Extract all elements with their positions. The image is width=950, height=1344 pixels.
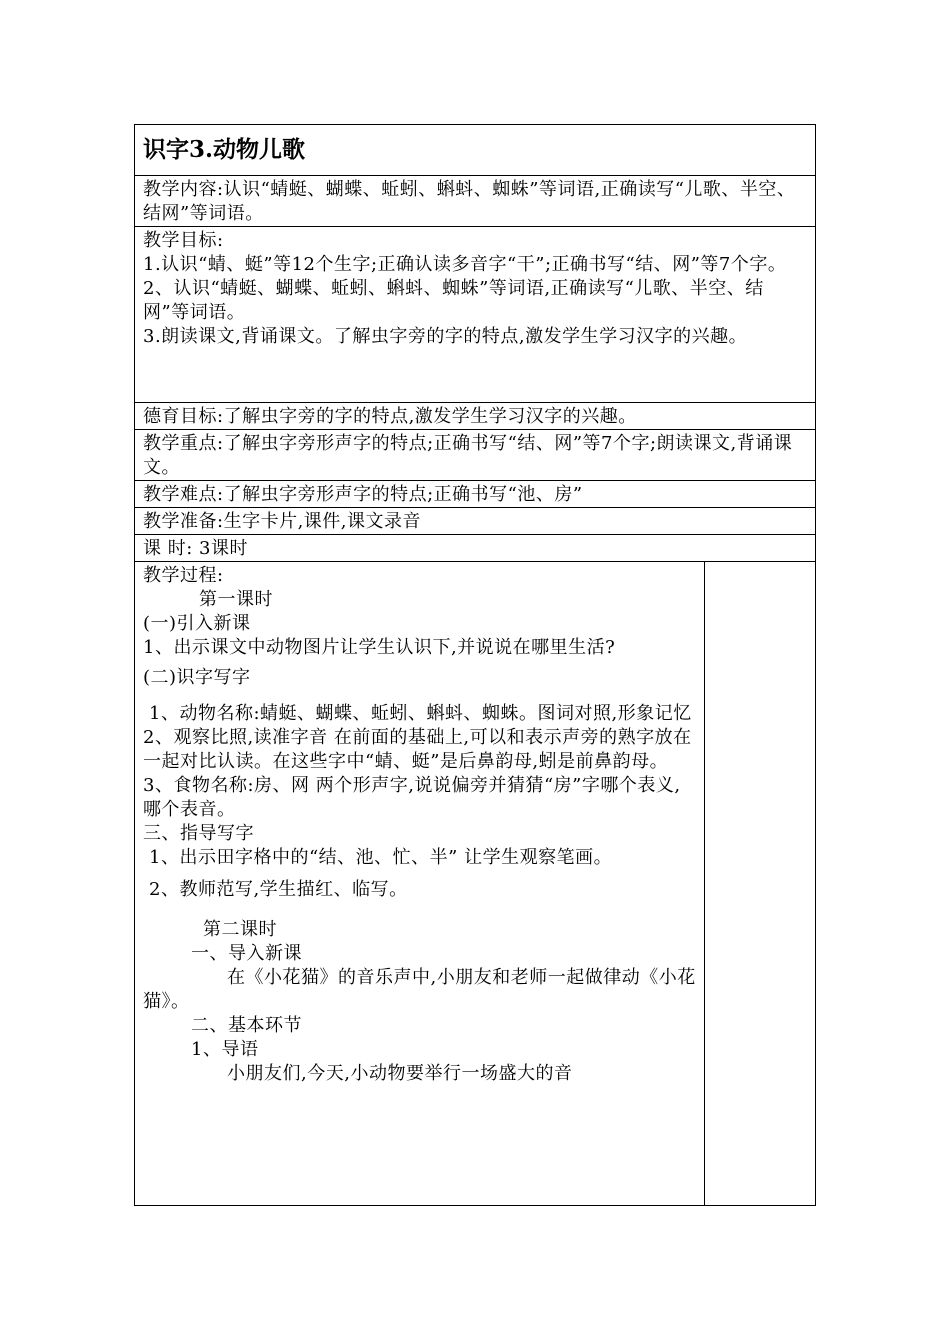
teaching-goals <box>135 227 815 403</box>
process-step: 1、出示课文中动物图片让学生认识下,并说说在哪里生活? <box>143 637 616 658</box>
process-step: 3、食物名称:房、网 两个形声字,说说偏旁并猜猜“房”字哪个表义,哪个表音。 <box>143 775 681 820</box>
class-hours: 课 时: 3课时 <box>135 535 815 562</box>
teaching-preparation: 教学准备:生字卡片,课件,课文录音 <box>135 508 815 535</box>
teaching-content: 教学内容:认识“蜻蜓、蝴蝶、蚯蚓、蝌蚪、蜘蛛”等词语,正确读写“儿歌、半空、结网”等词语。 <box>135 176 815 227</box>
section-heading: (二)识字写字 <box>143 667 251 688</box>
process-step: 1、动物名称:蜻蜓、蝴蝶、蚯蚓、蝌蚪、蜘蛛。图词对照,形象记忆 <box>149 703 692 724</box>
section-heading: 一、导入新课 <box>191 943 302 964</box>
notes-column <box>705 562 815 1205</box>
section-heading: (一)引入新课 <box>143 613 251 634</box>
process-step: 1、导语 <box>191 1039 259 1060</box>
key-points: 教学重点:了解虫字旁形声字的特点;正确书写“结、网”等7个字;朗读课文,背诵课文。 <box>135 430 815 481</box>
process-step: 小朋友们,今天,小动物要举行一场盛大的音 <box>227 1063 573 1084</box>
difficult-points: 教学难点:了解虫字旁形声字的特点;正确书写“池、房” <box>135 481 815 508</box>
lesson-one-heading: 第一课时 <box>199 589 273 610</box>
section-heading: 三、指导写字 <box>143 823 254 844</box>
goal-item: 1.认识“蜻、蜓”等12个生字;正确认读多音字“干”;正确书写“结、网”等7个字。 <box>143 254 787 275</box>
section-heading: 二、基本环节 <box>191 1015 302 1036</box>
moral-goal: 德育目标:了解虫字旁的字的特点,激发学生学习汉字的兴趣。 <box>135 403 815 430</box>
process-step: 2、教师范写,学生描红、临写。 <box>149 879 408 900</box>
teaching-process <box>135 562 705 1205</box>
process-step: 在《小花猫》的音乐声中,小朋友和老师一起做律动《小花猫》。 <box>143 967 696 1012</box>
lesson-plan-table <box>134 124 816 1206</box>
goal-item: 2、认识“蜻蜓、蝴蝶、蚯蚓、蝌蚪、蜘蛛”等词语,正确读写“儿歌、半空、结网”等词语。 <box>143 278 764 323</box>
goals-heading: 教学目标: <box>143 230 224 251</box>
process-step: 1、出示田字格中的“结、池、忙、半” 让学生观察笔画。 <box>149 847 613 868</box>
goal-item: 3.朗读课文,背诵课文。了解虫字旁的字的特点,激发学生学习汉字的兴趣。 <box>143 326 748 347</box>
lesson-two-heading: 第二课时 <box>203 919 277 940</box>
process-heading: 教学过程: <box>143 565 224 586</box>
lesson-title: 识字3.动物儿歌 <box>135 125 815 176</box>
process-step: 2、观察比照,读准字音 在前面的基础上,可以和表示声旁的熟字放在一起对比认读。在这些字中“蜻、蜓”是后鼻韵母,蚓是前鼻韵母。 <box>143 727 692 772</box>
